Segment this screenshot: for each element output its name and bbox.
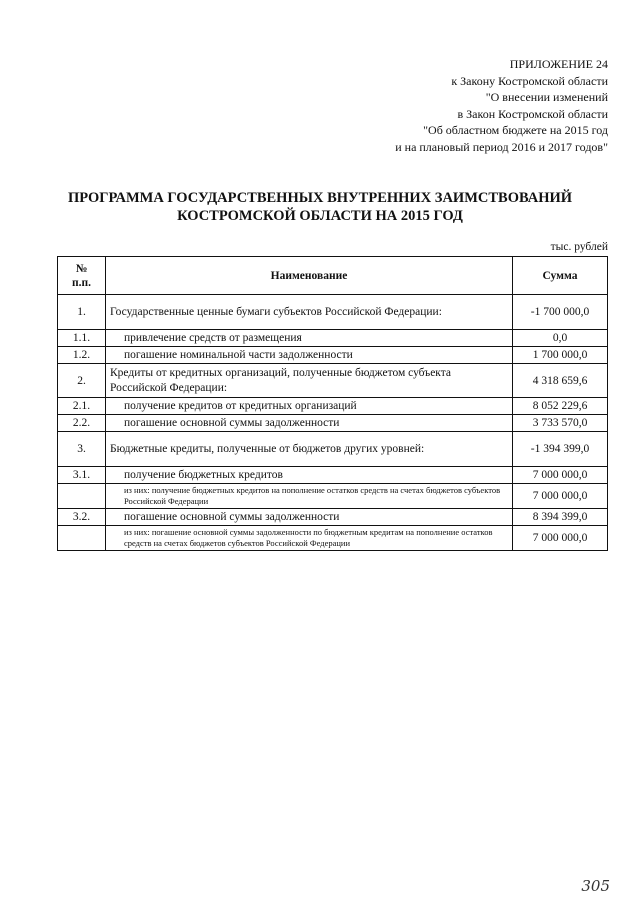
row-number: 3.1.	[58, 467, 106, 484]
header-name: Наименование	[106, 257, 513, 295]
appendix-line: и на плановый период 2016 и 2017 годов"	[395, 139, 608, 154]
table-row	[58, 330, 608, 347]
row-number: 1.1.	[58, 330, 106, 347]
document-title	[0, 189, 640, 225]
row-name: Государственные ценные бумаги субъектов Российской Федерации:	[106, 295, 513, 330]
page-number: 305	[581, 877, 610, 895]
row-sum: -1 394 399,0	[513, 432, 608, 467]
table-row	[58, 347, 608, 364]
appendix-line: ПРИЛОЖЕНИЕ 24	[509, 57, 608, 71]
row-sum: -1 700 000,0	[513, 295, 608, 330]
row-sum: 3 733 570,0	[513, 415, 608, 432]
header-number-line2: п.п.	[71, 276, 91, 289]
row-sum: 1 700 000,0	[513, 347, 608, 364]
table-row	[58, 415, 608, 432]
table-row	[58, 526, 608, 551]
appendix-line: в Закон Костромской области	[457, 106, 608, 121]
header-sum: Сумма	[513, 257, 608, 295]
row-number: 3.2.	[58, 509, 106, 526]
header-number	[58, 257, 106, 295]
row-number: 1.2.	[58, 347, 106, 364]
appendix-header	[395, 56, 608, 155]
row-name: погашение номинальной части задолженности	[106, 347, 513, 364]
units-label: тыс. рублей	[550, 241, 608, 253]
row-number: 1.	[58, 295, 106, 330]
title-line-1: ПРОГРАММА ГОСУДАРСТВЕННЫХ ВНУТРЕННИХ ЗАИМСТВОВАНИЙ	[67, 190, 573, 206]
row-sum: 7 000 000,0	[513, 484, 608, 509]
row-name: получение бюджетных кредитов	[106, 467, 513, 484]
title-line-2: КОСТРОМСКОЙ ОБЛАСТИ НА 2015 ГОД	[177, 208, 463, 224]
table-row	[58, 432, 608, 467]
table-row	[58, 509, 608, 526]
row-sum: 4 318 659,6	[513, 364, 608, 398]
row-number: 2.2.	[58, 415, 106, 432]
row-name: погашение основной суммы задолженности	[106, 415, 513, 432]
row-name: Кредиты от кредитных организаций, полученные бюджетом субъекта Российской Федерации:	[106, 364, 513, 398]
row-number: 2.1.	[58, 398, 106, 415]
row-sum: 7 000 000,0	[513, 467, 608, 484]
row-name: из них: получение бюджетных кредитов на пополнение остатков средств на счетах бюджетов субъектов Российской Федерации	[106, 484, 513, 509]
row-sum: 8 394 399,0	[513, 509, 608, 526]
row-sum: 7 000 000,0	[513, 526, 608, 551]
appendix-line: "О внесении изменений	[485, 90, 608, 104]
row-number: 2.	[58, 364, 106, 398]
header-number-line1: №	[75, 262, 88, 275]
table-row	[58, 467, 608, 484]
row-name: Бюджетные кредиты, полученные от бюджетов других уровней:	[106, 432, 513, 467]
appendix-line: "Об областном бюджете на 2015 год	[423, 123, 608, 137]
borrowing-table	[57, 256, 608, 551]
row-number	[58, 484, 106, 509]
row-sum: 0,0	[513, 330, 608, 347]
row-name: погашение основной суммы задолженности	[106, 509, 513, 526]
row-number: 3.	[58, 432, 106, 467]
table-row	[58, 484, 608, 509]
row-name: привлечение средств от размещения	[106, 330, 513, 347]
table-row	[58, 364, 608, 398]
table-row	[58, 398, 608, 415]
row-name: из них: погашение основной суммы задолженности по бюджетным кредитам на пополнение остатков средств на счетах бюджетов субъектов Российской Федерации	[106, 526, 513, 551]
row-name: получение кредитов от кредитных организаций	[106, 398, 513, 415]
table-header-row	[58, 257, 608, 295]
row-number	[58, 526, 106, 551]
row-sum: 8 052 229,6	[513, 398, 608, 415]
table-row	[58, 295, 608, 330]
appendix-line: к Закону Костромской области	[451, 73, 608, 88]
